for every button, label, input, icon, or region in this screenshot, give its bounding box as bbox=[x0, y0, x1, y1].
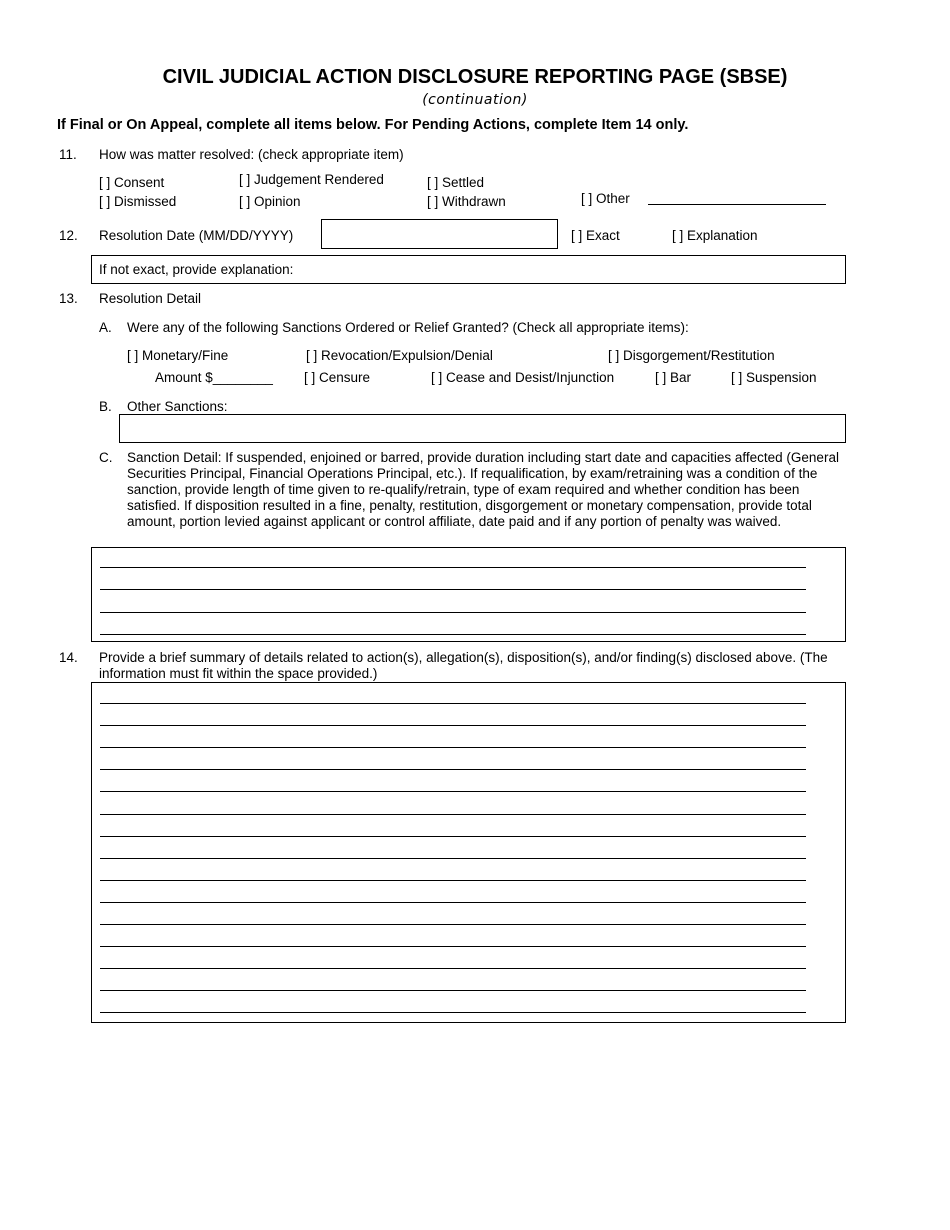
writing-line bbox=[100, 968, 806, 969]
page-subtitle: (continuation) bbox=[422, 92, 528, 108]
section-a-question: Were any of the following Sanctions Ordered or Relief Granted? (Check all appropriate items): bbox=[127, 320, 689, 335]
amount-field[interactable]: Amount $________ bbox=[155, 370, 273, 385]
checkbox-bar[interactable]: [ ] Bar bbox=[655, 370, 692, 385]
checkbox-explanation[interactable]: [ ] Explanation bbox=[672, 228, 758, 243]
writing-line bbox=[100, 924, 806, 925]
resolution-date-label: Resolution Date (MM/DD/YYYY) bbox=[99, 228, 294, 243]
checkbox-cease-desist[interactable]: [ ] Cease and Desist/Injunction bbox=[431, 370, 615, 385]
writing-line bbox=[100, 791, 806, 792]
other-sanctions-field[interactable] bbox=[119, 414, 846, 443]
writing-line bbox=[100, 858, 806, 859]
writing-line bbox=[100, 1012, 806, 1013]
writing-line bbox=[100, 589, 806, 590]
checkbox-suspension[interactable]: [ ] Suspension bbox=[731, 370, 817, 385]
summary-field[interactable] bbox=[91, 682, 846, 1023]
writing-line bbox=[100, 725, 806, 726]
writing-line bbox=[100, 814, 806, 815]
sanction-detail-text: Sanction Detail: If suspended, enjoined or barred, provide duration including start date and capacities affected (General Securities Principal, Financial Operations Principal, etc.). If requalification, by exam/retraining was a condition of the sanction, provide length of time given to re-qualify/retrain, type of exam required and whether condition has been satisfied. If disposition resulted in a fine, penalty, restitution, disgorgement or monetary compensation, provide total amount, portion levied against applicant or control affiliate, date paid and if any portion of penalty was waived. bbox=[127, 450, 839, 529]
explanation-label: If not exact, provide explanation: bbox=[99, 262, 294, 277]
sanction-detail-field[interactable] bbox=[91, 547, 846, 642]
checkbox-opinion[interactable]: [ ] Opinion bbox=[239, 194, 301, 209]
writing-line bbox=[100, 747, 806, 748]
checkbox-withdrawn[interactable]: [ ] Withdrawn bbox=[427, 194, 506, 209]
writing-line bbox=[100, 946, 806, 947]
writing-line bbox=[100, 769, 806, 770]
checkbox-disgorgement[interactable]: [ ] Disgorgement/Restitution bbox=[608, 348, 775, 363]
instructions: If Final or On Appeal, complete all items below. For Pending Actions, complete Item 14 only. bbox=[57, 117, 689, 133]
other-sanctions-label: Other Sanctions: bbox=[127, 399, 228, 414]
checkbox-consent[interactable]: [ ] Consent bbox=[99, 175, 165, 190]
resolution-detail-label: Resolution Detail bbox=[99, 291, 202, 306]
checkbox-monetary-fine[interactable]: [ ] Monetary/Fine bbox=[127, 348, 229, 363]
item-14-number: 14. bbox=[59, 650, 78, 665]
item-11-number: 11. bbox=[59, 147, 77, 162]
writing-line bbox=[100, 634, 806, 635]
writing-line bbox=[100, 902, 806, 903]
writing-line bbox=[100, 567, 806, 568]
item-12-number: 12. bbox=[59, 228, 78, 243]
writing-line bbox=[100, 703, 806, 704]
checkbox-other[interactable]: [ ] Other bbox=[581, 191, 630, 206]
section-b-letter: B. bbox=[99, 399, 112, 414]
item-13-number: 13. bbox=[59, 291, 78, 306]
writing-line bbox=[100, 990, 806, 991]
section-a-letter: A. bbox=[99, 320, 112, 335]
checkbox-judgement-rendered[interactable]: [ ] Judgement Rendered bbox=[239, 172, 384, 187]
checkbox-censure[interactable]: [ ] Censure bbox=[304, 370, 371, 385]
page-title: CIVIL JUDICIAL ACTION DISCLOSURE REPORTING PAGE (SBSE) bbox=[162, 66, 788, 88]
writing-line bbox=[100, 880, 806, 881]
writing-line bbox=[100, 612, 806, 613]
writing-line bbox=[100, 836, 806, 837]
checkbox-dismissed[interactable]: [ ] Dismissed bbox=[99, 194, 177, 209]
item-11-question: How was matter resolved: (check appropriate item) bbox=[99, 147, 404, 162]
summary-instructions: Provide a brief summary of details related to action(s), allegation(s), disposition(s), and/or finding(s) disclosed above. (The information must fit within the space provided.) bbox=[99, 650, 828, 681]
checkbox-revocation[interactable]: [ ] Revocation/Expulsion/Denial bbox=[306, 348, 493, 363]
section-c-letter: C. bbox=[99, 450, 113, 465]
other-input-line[interactable] bbox=[648, 204, 826, 205]
resolution-date-input[interactable] bbox=[321, 219, 558, 249]
checkbox-settled[interactable]: [ ] Settled bbox=[427, 175, 485, 190]
checkbox-exact[interactable]: [ ] Exact bbox=[571, 228, 620, 243]
